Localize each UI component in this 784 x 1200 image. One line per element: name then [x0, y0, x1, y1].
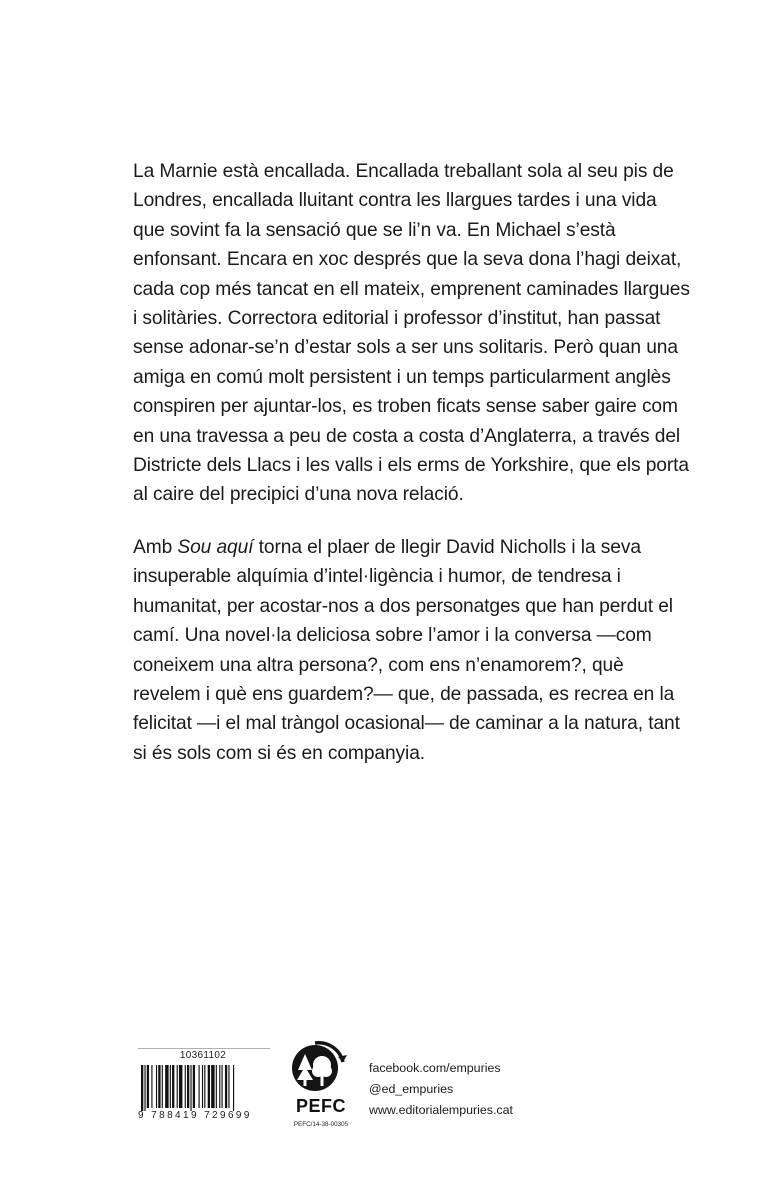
barcode-bar [162, 1065, 163, 1108]
facebook-link[interactable]: facebook.com/empuries [369, 1061, 501, 1075]
barcode-bar [190, 1065, 191, 1111]
barcode-bar [233, 1065, 234, 1111]
barcode-bar [158, 1065, 160, 1108]
barcode-bar [216, 1065, 217, 1108]
pefc-certification [283, 1040, 361, 1132]
barcode-bar [204, 1065, 205, 1108]
pefc-label: PEFC [295, 1096, 346, 1116]
barcode-bar [219, 1065, 220, 1108]
book-title: Sou aquí [177, 536, 254, 558]
barcode-bar [228, 1065, 229, 1108]
barcode-bar [185, 1065, 186, 1108]
blurb-paragraph-2 [133, 533, 693, 768]
barcode-bar [193, 1065, 195, 1108]
barcode-bar [179, 1065, 182, 1108]
pefc-certificate-code: PEFC/14-38-00305 [293, 1121, 349, 1128]
blurb-paragraph-2-lead: Amb [133, 536, 178, 558]
barcode-bar [151, 1065, 152, 1108]
barcode-bar [177, 1065, 178, 1108]
barcode-bar [141, 1065, 143, 1111]
barcode-bar [170, 1065, 171, 1108]
barcode-isbn-digits: 9 788419 729699 [138, 1110, 252, 1121]
barcode-bar [156, 1065, 157, 1108]
barcode-code: 10361102 [179, 1050, 227, 1061]
barcode-bar [165, 1065, 168, 1108]
barcode-bar [208, 1065, 210, 1108]
barcode-bars [141, 1065, 267, 1111]
publisher-contacts [369, 1058, 513, 1121]
barcode-bar [187, 1065, 189, 1108]
website-link[interactable]: www.editorialempuries.cat [369, 1103, 513, 1117]
barcode [138, 1048, 270, 1128]
barcode-bar [225, 1065, 227, 1108]
barcode-bar [211, 1065, 214, 1108]
barcode-bar [222, 1065, 223, 1108]
barcode-divider [138, 1048, 270, 1049]
barcode-bar [172, 1065, 174, 1108]
social-handle[interactable]: @ed_empuries [369, 1082, 454, 1096]
blurb-paragraph-1: La Marnie està encallada. Encallada treballant sola al seu pis de Londres, encallada lluitant contra les llargues tardes i una vida que sovint fa la sensació que se li’n va. En Michael s’està enfonsant. Encara en xoc després que la seva dona l’hagi deixat, cada cop més tancat en ell mateix, emprenent caminades llargues i solitàries. Correctora editorial i professor d’institut, han passat sense adonar-se’n d’estar sols a ser uns solitaris. Però quan una amiga en comú molt persistent i un temps particularment anglès conspiren per ajuntar-los, es troben ficats sense saber gaire com en una travessa a peu de costa a costa d’Anglaterra, a través del Districte dels Llacs i les valls i els erms de Yorkshire, que els porta al caire del precipici d’una nova relació. [133, 161, 690, 506]
blurb-text [133, 157, 693, 791]
blurb-paragraph-2-rest: torna el plaer de llegir David Nicholls i la seva insuperable alquímia d’intel·ligència i humor, de tendresa i humanitat, per acostar-nos a dos personatges que han perdut el camí. Una novel·la deliciosa sobre l’amor i la conversa —com coneixem una altra persona?, com ens n’enamorem?, què revelem i què ens guardem?— que, de passada, es recrea en la felicitat —i el mal tràngol ocasional— de caminar a la natura, tant si és sols com si és en companyia. [133, 536, 680, 764]
pefc-tree-logo-icon [289, 1040, 353, 1094]
barcode-bar [202, 1065, 203, 1108]
barcode-bar [199, 1065, 200, 1108]
barcode-bar [144, 1065, 145, 1111]
barcode-bar [147, 1065, 149, 1108]
